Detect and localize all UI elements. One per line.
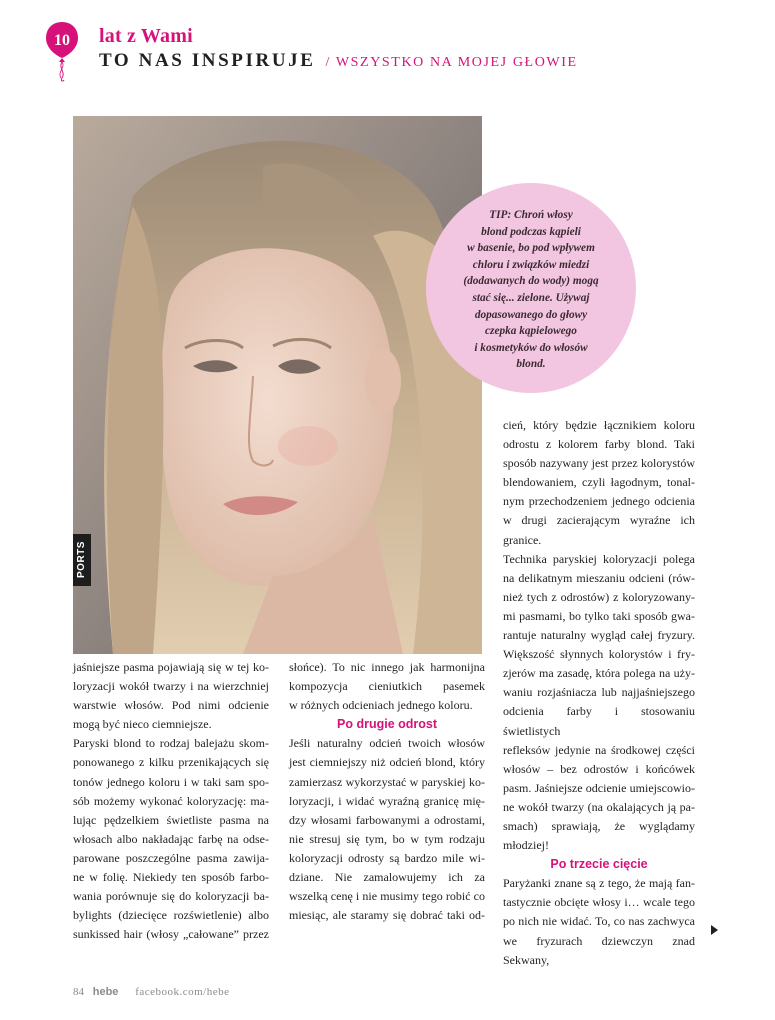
brand-tagline: lat z Wami — [99, 25, 193, 47]
body-line: waniu rozjaśniacza lub najjaśniejszego — [503, 685, 695, 700]
tip-line: blond. — [516, 358, 546, 371]
body-line: parowane poszczególne pasma zawija- — [73, 850, 269, 865]
section-subtitle: / WSZYSTKO NA MOJEJ GŁOWIE — [325, 55, 578, 70]
body-line: w różnych odcieniach jednego koloru. — [289, 698, 473, 713]
body-line: Paryżanki znane są z tego, że mają fan- — [503, 876, 695, 891]
page-footer — [73, 986, 230, 998]
continue-arrow-icon — [711, 925, 718, 935]
body-line: pasm. Jaśniejsze odcienie umiejscowio- — [503, 780, 695, 795]
tip-text — [442, 207, 620, 373]
body-line: mogą być nieco ciemniejsze. — [73, 717, 212, 732]
body-line: mi pasmami, bo tylko taki sposób gwa- — [503, 608, 695, 623]
body-line: lując pędzelkiem świetliste pasma na — [73, 812, 269, 827]
body-line: kompozycja cieniutkich pasemek — [289, 679, 485, 694]
model-photo — [73, 116, 482, 654]
body-line: ne w folię. Niekiedy ten sposób farbo- — [73, 870, 269, 885]
body-line: nym przechodzeniem jednego odcienia — [503, 494, 695, 509]
body-column-2 — [289, 658, 485, 925]
anniversary-balloon-icon — [44, 20, 80, 82]
body-line: odcienia farby i stosowaniu świetlistych — [503, 704, 695, 738]
body-line: sunkissed hair (włosy „całowane” przez — [73, 927, 269, 942]
body-line: bylights (dziecięce rozświetlenie) albo — [73, 908, 269, 923]
body-line: miesiąc, ale staramy się dobrać taki od- — [289, 908, 485, 923]
body-line: zamierzasz wykorzystać w paryskiej ko- — [289, 774, 485, 789]
body-line: włosach albo nakładając farbę na odse- — [73, 831, 269, 846]
body-line: loryzacji, i widać wyraźną granicę mię- — [289, 793, 485, 808]
footer-url: facebook.com/hebe — [135, 986, 230, 998]
body-line: dzy włosami farbowanymi a odrostami, — [289, 812, 485, 827]
body-line: nież tych z odrostów) z koloryzowany- — [503, 589, 695, 604]
tip-line: TIP: Chroń włosy — [489, 209, 573, 222]
body-line: cień, który będzie łącznikiem koloru — [503, 418, 695, 432]
tip-line: i kosmetyków do włosów — [474, 341, 588, 354]
body-line: sób możemy wykonać koloryzację: ma- — [73, 793, 269, 808]
body-line: słońce). To nic innego jak harmonijna — [289, 660, 485, 674]
body-line: rantuje naturalny wygląd całej fryzury. — [503, 628, 695, 643]
tip-line: w basenie, bo pod wpływem — [467, 242, 595, 255]
body-line: ne wokół twarzy (na okalających ją pa- — [503, 799, 695, 814]
tip-bubble — [426, 183, 636, 393]
body-line: granice. — [503, 532, 542, 547]
body-line: zjerów ma zasadę, która polega na uży- — [503, 666, 695, 681]
body-line: we fryzurach dziewczyn znad Sekwany, — [503, 933, 695, 967]
body-line: po nich nie widać. To, co nas zachwyca — [503, 914, 695, 929]
badge-number: 10 — [54, 32, 70, 49]
body-line: odrostu z kolorem farby blond. Taki — [503, 437, 695, 452]
tip-line: chloru i związków miedzi — [472, 258, 590, 271]
body-line: warstwie włosów. Pod nimi odcienie — [73, 698, 269, 713]
body-line: jest ciemniejszy niż odcień blond, który — [289, 755, 485, 770]
body-column-1 — [73, 658, 269, 944]
body-line: nie stresuj się tym, bo w tym rodzaju — [289, 831, 485, 846]
tip-line: blond podczas kąpieli — [481, 225, 581, 238]
body-line: Technika paryskiej koloryzacji polega — [503, 551, 695, 566]
section-header — [99, 50, 578, 72]
body-line: blendowaniem, czyli łagodnym, tonal- — [503, 475, 695, 490]
body-line: jaśniejsze pasma pojawiają się w tej ko- — [73, 660, 269, 674]
subheading-cut: Po trzecie cięcie — [550, 857, 648, 872]
magazine-name: hebe — [92, 986, 119, 998]
body-line: wania porównuje się do koloryzacji ba- — [73, 889, 269, 904]
body-line: koloryzacji odrosty są bardzo mile wi- — [289, 850, 485, 865]
body-line: ponowanego z kilku przenikających się — [73, 755, 269, 770]
body-line: tonów jednego koloru i w taki sam spo- — [73, 774, 269, 789]
body-line: na delikatnym mieszaniu odcieni (rów- — [503, 570, 695, 585]
subheading-regrowth: Po drugie odrost — [337, 717, 437, 732]
tip-line: (dodawanych do wody) mogą — [463, 275, 599, 288]
body-line: Paryski blond to rodzaj balejażu skom- — [73, 736, 269, 751]
body-column-3 — [503, 416, 695, 970]
page-number: 84 — [73, 986, 84, 998]
body-line: w drugi zacierającym wyraźne ich — [503, 513, 695, 528]
body-line: refleksów jedynie na środkowej części — [503, 742, 695, 757]
tip-line: czepka kąpielowego — [485, 325, 577, 338]
tip-line: dopasowanego do głowy — [474, 308, 588, 321]
section-title: TO NAS INSPIRUJE — [99, 50, 316, 71]
photo-credit: PORTS — [73, 534, 91, 586]
body-line: dziane. Nie zamalowujemy ich za — [289, 870, 485, 885]
body-line: smach) sprawiają, że wyglądamy — [503, 818, 695, 833]
body-line: wszelką cenę i nie musimy tego robić co — [289, 889, 485, 904]
body-line: Jeśli naturalny odcień twoich włosów — [289, 736, 485, 751]
body-line: Większość słynnych kolorystów i fry- — [503, 647, 695, 662]
tip-line: stać się... zielone. Używaj — [472, 292, 590, 304]
body-line: sposób nazywany jest przez kolorystów — [503, 456, 695, 471]
body-line: tastycznie obcięte włosy i… wcale tego — [503, 895, 695, 910]
body-line: młodziej! — [503, 838, 549, 853]
body-line: włosów – bez odrostów i końcówek — [503, 761, 695, 776]
body-line: loryzacji wokół twarzy i na wierzchniej — [73, 679, 269, 694]
